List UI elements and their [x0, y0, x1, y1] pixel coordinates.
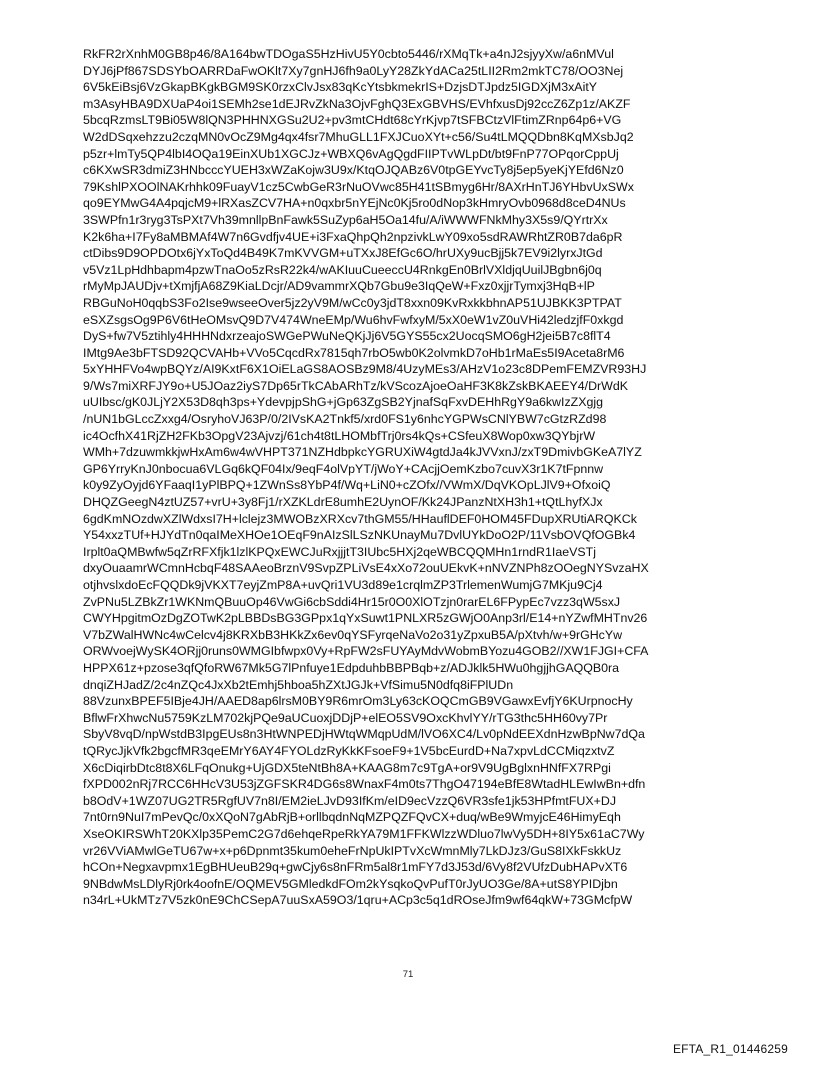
page-number: 71: [402, 969, 414, 980]
text-line: DyS+fw7V5ztihly4HHHNdxrzeajoSWGePWuNeQKjJj6V5GYS55cx2UocqSMO6gH2jei5B7c8flT4: [83, 329, 611, 344]
text-line: XseOKIRSWhT20KXlp35PemC2G7d6ehqeRpeRkYA79M1FFKWlzzWDluo7lwVy5DH+8IY5x61aC7Wy: [83, 826, 645, 841]
text-line: rMyMpJAUDjv+tXmjfjA68Z9KiaLDcjr/AD9vammrXQb7Gbu9e3IqQeW+Fxz0xjjrTymxj3HqB+lP: [83, 279, 595, 294]
text-line: ORWvoejWySK4ORjj0runs0WMGIbfwpx0Vy+RpFW2sFUYAyMdvWobmBYozu4GOB2//XW1FJGI+CFA: [83, 644, 649, 659]
text-line: 3SWPfn1r3ryg3TsPXt7Vh39mnllpBnFawk5SuZyp6aH5Oa14fu/A/iWWWFNkMhy3X5s9/QYrtrXx: [83, 212, 608, 227]
text-line: Y54xxzTUf+HJYdTn0qaIMeXHOe1OEqF9nAIzSlLSzNKUnayMu7DvlUYkDoO2P/11VsbOVQfOGBk4: [83, 528, 636, 543]
text-line: qo9EYMwG4A4pqjcM9+lRXasZCV7HA+n0qxbr5nYEjNc0Kj5ro0dNop3kHmryOvb0968d8ceD4NUs: [83, 196, 626, 211]
text-line: 5bcqRzmsLT9Bi05W8lQN3PHHNXGSu2U2+pv3mtCHdt68cYrKjvp7tSFBCtzVlFtimZRnp64p6+VG: [83, 113, 622, 128]
text-line: Irplt0aQMBwfw5qZrRFXfjk1lzlKPQxEWCJuRxjjjtT3IUbc5HXj2qeWBCQQMHn1rndR1IaeVSTj: [83, 544, 596, 559]
text-line: 6V5kEiBsj6VzGkapBKgkBGM9SK0rzxClvJsx83qKcYtsbkmekrIS+DzjsDTJpdz5IGDXjM3xAitY: [83, 80, 598, 95]
text-line: dnqiZHJadZ/2c4nZQc4JxXb2tEmhj5hboa5hZXtJGJk+VfSimu5N0dfq8iFPlUDn: [83, 677, 514, 692]
text-line: WMh+7dzuwmkkjwHxAm6w4wVHPT371NZHdbpkcYGRUXiW4gtdJa4kJVVxnJ/zxT9DmivbGKeA7lYZ: [83, 445, 642, 460]
text-line: b8OdV+1WZ07UG2TR5RgfUV7n8I/EM2ieLJvD93IfKm/eID9ecVzzQ6VR3sfe1jk53HPfmtFUX+DJ: [83, 793, 617, 808]
text-line: X6cDiqirbDtc8t8X6LFqOnukg+UjGDX5teNtBh8A+KAAG8m7c9TgA+or9V9UgBglxnHNfFX7RPgi: [83, 760, 611, 775]
text-line: CWYHpgitmOzDgZOTwK2pLBBDsBG3GPpx1qYxSuwt1PNLXR5zGWjO0Anp3rl/E14+nYZwfMHTnv26: [83, 611, 648, 626]
text-line: 6gdKmNOzdwXZlWdxsI7H+lclejz3MWOBzXRXcv7thGM55/HHauflDEF0HOM45FDupXRUtiARQKCk: [83, 511, 637, 526]
text-line: 7nt0rn9NuI7mPevQc/0xXQoN7gAbRjB+orllbqdnNqMZPQZFQvCX+duq/wBe9WmyjcE46HimyEqh: [83, 810, 621, 825]
text-line: hCOn+Negxavpmx1EgBHUeuB29q+gwCjy6s8nFRm5al8r1mFY7d3J53d/6Vy8f2VUfzDubHAPvXT6: [83, 860, 628, 875]
text-line: V7bZWalHWNc4wCelcv4j8KRXbB3HKkZx6ev0qYSFyrqeNaVo2o31yZpxuB5A/pXtvh/w+9rGHcYw: [83, 627, 623, 642]
text-line: W2dDSqxehzzu2czqMN0vOcZ9Mg4qx4fsr7MhuGLL1FXJCuoXYt+c56/Su4tLMQQDbn8KqMXsbJq2: [83, 129, 634, 144]
text-line: GP6YrryKnJ0nbocua6VLGq6kQF04Ix/9eqF4olVpYT/jWoY+CAcjjOemKzbo7cuvX3r1K7tFpnnw: [83, 461, 604, 476]
text-line: 79KshlPXOOlNAKrhhk09FuayV1cz5CwbGeR3rNuOVwc85H41tSBmyg6Hr/8AXrHnTJ6YHbvUxSWx: [83, 179, 634, 194]
encoded-text-block: [83, 46, 783, 909]
text-line: 9NBdwMsLDlyRj0rk4oofnE/OQMEV5GMledkdFOm2kYsqkoQvPufT0rJyUO3Ge/8A+utS8YPIDjbn: [83, 876, 618, 891]
text-line: m3AsyHBA9DXUaP4oi1SEMh2se1dEJRvZkNa3OjvFghQ3ExGBVHS/EVhfxusDj92ccZ6Zp1z/AKZF: [83, 96, 631, 111]
text-line: otjhvslxdoEcFQQDk9jVKXT7eyjZmP8A+uvQri1VU3d89e1crqlmZP3TrlemenWumjG7MKju9Cj4: [83, 578, 603, 592]
text-line: 5xYHHFVo4wpBQYz/AI9KxtF6X1OiELaGS8AOSBz9M8/4UzyMEs3/AHzV1o23c8DPemFEMZVR93HJ: [83, 362, 647, 377]
text-line: 88VzunxBPEF5IBje4JH/AAED8ap6lrsM0BY9R6mrOm3Ly63cKOQCmGB9VGawxEvfjY6KUrpnocHy: [83, 694, 633, 709]
text-line: tQRycJjkVfk2bgcfMR3qeEMrY6AY4FYOLdzRyKkKFsoeF9+1V5bcEurdD+Na7xpvLdCCMiqzxtvZ: [83, 743, 615, 758]
text-line: uUIbsc/gK0JLjY2X53D8qh3ps+YdevpjpShG+jGp63ZgSB2YjnafSqFxvDEHhRgY9a6kwIzZXgjg: [83, 395, 604, 410]
text-line: HPPX61z+pzose3qfQfoRW67Mk5G7lPnfuye1EdpduhbBBPBqb+z/ADJklk5HWu0hgjjhGAQQB0ra: [83, 660, 620, 675]
text-line: IMtg9Ae3bFTSD92QCVAHb+VVo5CqcdRx7815qh7rbO5wb0K2olvmkD7oHb1rMaEs5I9Aceta8rM6: [83, 345, 625, 360]
text-line: RkFR2rXnhM0GB8p46/8A164bwTDOgaS5HzHivU5Y0cbto5446/rXMqTk+a4nJ2sjyyXw/a6nMVul: [83, 47, 614, 61]
text-line: 9/Ws7miXRFJY9o+U5JOaz2iyS7Dp65rTkCAbARhTz/kVScozAjoeOaHF3K8kZskBKAEEY4/DrWdK: [83, 378, 629, 393]
text-line: v5Vz1LpHdhbapm4pzwTnaOo5zRsR22k4/wAKIuuCueeccU4RnkgEn0BrlVXldjqUuilJBgbn6j0q: [83, 262, 602, 277]
text-line: eSXZsgsOg9P6V6tHeOMsvQ9D7V474WneEMp/Wu6hvFwfxyM/5xX0eW1vZ0uVHi42ledzjfF0xkgd: [83, 312, 624, 327]
text-line: fXPD002nRj7RCC6HHcV3U53jZGFSKR4DG6s8WnaxF4m0ts7ThgO47194eBfE8WtadHLEwIwBn+dfn: [83, 777, 646, 792]
text-line: SbyV8vqD/npWstdB3IpgEUs8n3HtWNPEDjHWtqWMqpUdM/lVO6XC4/Lv0pNdEEXdnHzwBpNw7dQa: [83, 727, 645, 742]
text-line: ctDibs9D9OPDOtx6jYxToQd4B49K7mKVVGM+uTXxJ8EfGc6O/hrUXy9ucBjj5k7EV9i2lyrxJtGd: [83, 246, 603, 261]
document-id: EFTA_R1_01446259: [672, 1042, 788, 1056]
text-line: RBGuNoH0qqbS3Fo2Ise9wseeOver5jz2yV9M/wCc0y3jdT8xxn09KvRxkkbhnAP51UJBKK3PTPAT: [83, 295, 622, 310]
text-line: BflwFrXhwcNu5759KzLM702kjPQe9aUCuoxjDDjP+elEO5SV9OxcKhvlYY/rTG3thc5HH60vy7Pr: [83, 710, 608, 725]
text-line: ic4OcfhX41RjZH2FKb3OpgV23Ajvzj/61ch4t8tLHOMbfTrj0rs4kQs+CSfeuX8Wop0xw3QYbjrW: [83, 428, 596, 443]
text-line: c6KXwSR3dmiZ3HNbcccYUEH3xWZaKojw3U9x/KtqOJQABz6V0tpGEYvcTy8j5ep5yeKjYEfd6Nz0: [83, 163, 624, 178]
text-line: n34rL+UkMTz7V5zk0nE9ChCSepA7uuSxA59O3/1qru+ACp3c5q1dROseJfm9wf64qkW+73GMcfpW: [83, 893, 633, 908]
text-line: vr26VViAMwlGeTU67w+x+p6Dpnmt35kum0eheFrNpUkIPTvXcWmnMly7LkDJz3/GuS8IXkFskkUz: [83, 843, 622, 858]
text-line: DYJ6jPf867SDSYbOARRDaFwOKlt7Xy7gnHJ6fh9a0LyY28ZkYdACa25tLII2Rm2mkTC78/OO3Nej: [83, 63, 624, 78]
text-line: /nUN1bGLccZxxg4/OsryhoVJ63P/0/2IVsKA2Tnkf5/xrd0FS1y6nhcYGPWsCNlYBW7cGtzRZd98: [83, 412, 607, 427]
text-line: p5zr+lmTy5QP4lbI4OQa19EinXUb1XGCJz+WBXQ6vAgQgdFIIPTvWLpDt/bt9FnP77OPqorCppUj: [83, 146, 619, 161]
text-line: ZvPNu5LZBkZr1WKNmQBuuOp46VwGi6cbSddi4Hr15r0O0XlOTzjn0rarEL6FPypEc7vzz3qW5sxJ: [83, 594, 621, 609]
text-line: K2k6ha+I7Fy8aMBMAf4W7n6Gvdfjv4UE+i3FxaQhpQh2npzivkLwY09xo5sdRAWRhtZR0B7da6pR: [83, 229, 623, 244]
text-line: k0y9ZyOyjd6YFaaqI1yPlBPQ+1ZWnSs8YbP4f/Wq+LiN0+cZOfx//VWmX/DqVKOpLJlV9+OfxoiQ: [83, 478, 611, 493]
text-line: dxyOuaamrWCmnHcbqF48SAAeoBrznV9SvpZPLiVsE4xXo72ouUEkvK+nNVZNPh8zOOegNYSvzaHX: [83, 561, 649, 576]
text-line: DHQZGeegN4ztUZ57+vrU+3y8Fj1/rXZKLdrE8umhE2UynOF/Kk24JPanzNtXH3h1+tQtLhyfXJx: [83, 495, 603, 510]
